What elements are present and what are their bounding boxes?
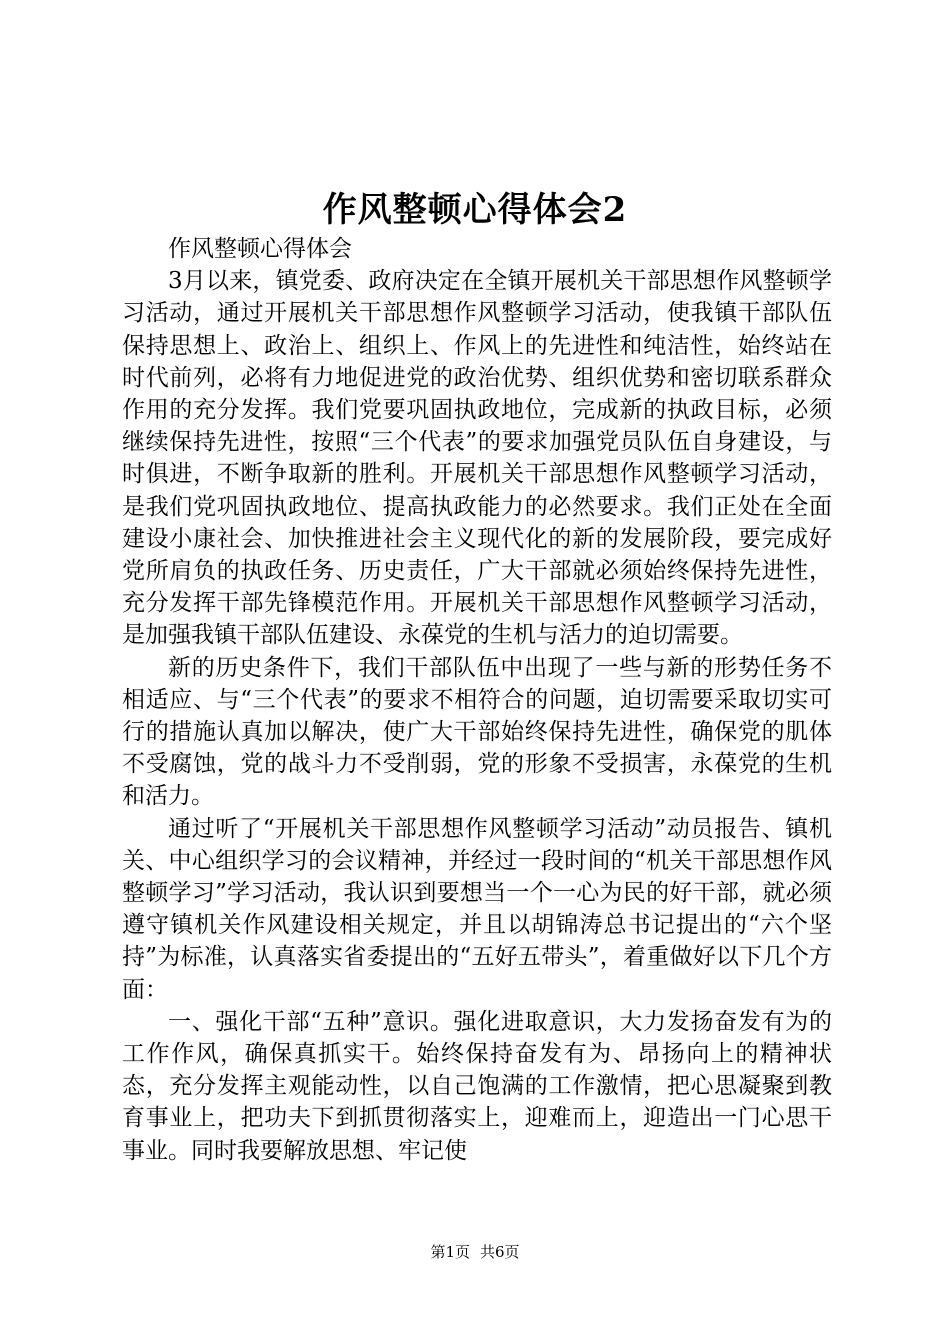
page-total: 共6页 — [480, 1243, 520, 1261]
paragraph: 新的历史条件下，我们干部队伍中出现了一些与新的形势任务不相适应、与“三个代表”的要求不相符合的问题，迫切需要采取切实可行的措施认真加以解决，使广大干部始终保持先进性，确保党的肌体不受腐蚀，党的战斗力不受削弱，党的形象不受损害，永葆党的生机和活力。 — [122, 654, 832, 810]
paragraph-subtitle: 作风整顿心得体会 — [168, 236, 352, 262]
paragraph: 一、强化干部“五种”意识。强化进取意识，大力发扬奋发有为的工作作风，确保真抓实干。始终保持奋发有为、昂扬向上的精神状态，充分发挥主观能动性，以自己饱满的工作激情，把心思凝聚到教育事业上，把功夫下到抓贯彻落实上，迎难而上，迎造出一门心思干事业。同时我要解放思想、牢记使 — [122, 1008, 832, 1164]
paragraph: 3月以来，镇党委、政府决定在全镇开展机关干部思想作风整顿学习活动，通过开展机关干部思想作风整顿学习活动，使我镇干部队伍保持思想上、政治上、组织上、作风上的先进性和纯洁性，始终站在时代前列，必将有力地促进党的政治优势、组织优势和密切联系群众作用的充分发挥。我们党要巩固执政地位，完成新的执政目标，必须继续保持先进性，按照“三个代表”的要求加强党员队伍自身建设，与时俱进，不断争取新的胜利。开展机关干部思想作风整顿学习活动，是我们党巩固执政地位、提高执政能力的必然要求。我们正处在全面建设小康社会、加快推进社会主义现代化的新的发展阶段，要完成好党所肩负的执政任务、历史责任，广大干部就必须始终保持先进性，充分发挥干部先锋模范作用。开展机关干部思想作风整顿学习活动，是加强我镇干部队伍建设、永葆党的生机与活力的迫切需要。 — [122, 268, 832, 649]
page-number: 第1页 — [430, 1243, 470, 1261]
page-footer — [0, 1242, 950, 1262]
paragraph: 通过听了“开展机关干部思想作风整顿学习活动”动员报告、镇机关、中心组织学习的会议精神，并经过一段时间的“机关干部思想作风整顿学习”学习活动，我认识到要想当一个一心为民的好干部，就必须遵守镇机关作风建设相关规定，并且以胡锦涛总书记提出的“六个坚持”为标准，认真落实省委提出的“五好五带头”，着重做好以下几个方面： — [122, 815, 832, 1003]
document-title: 作风整顿心得体会2 — [322, 190, 628, 230]
document-body — [122, 233, 832, 1167]
